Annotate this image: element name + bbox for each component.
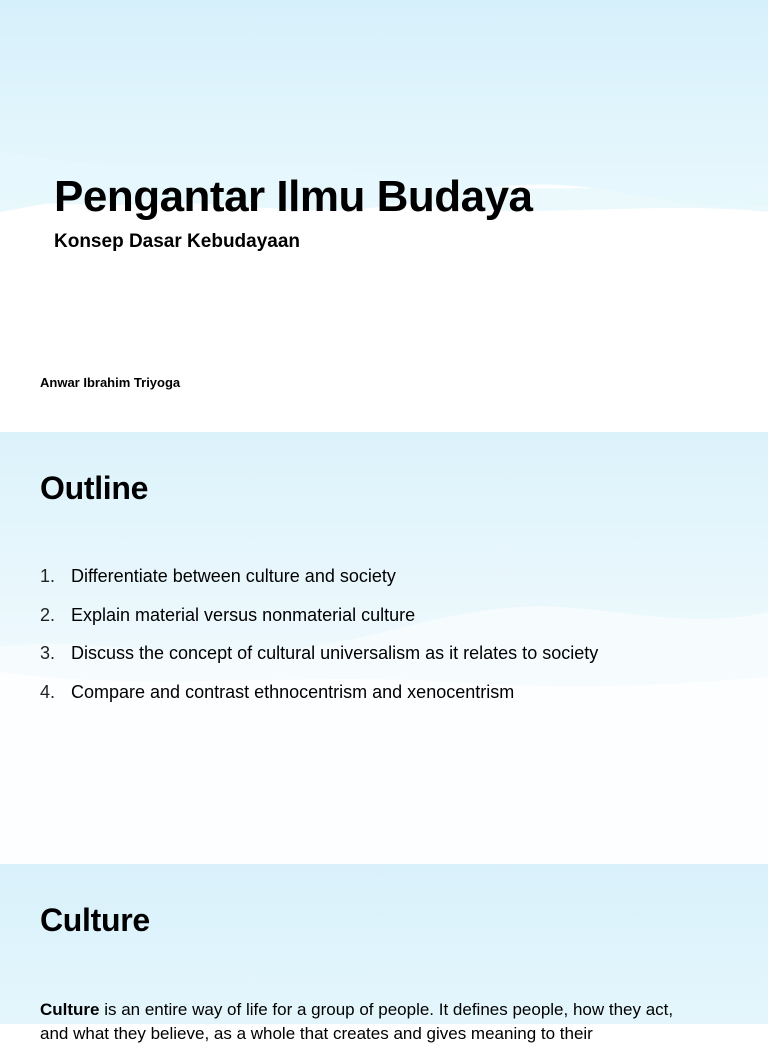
presentation-subtitle: Konsep Dasar Kebudayaan (54, 231, 301, 252)
list-text: Compare and contrast ethnocentrism and xenocentrism (71, 681, 515, 702)
culture-term: Culture (40, 1000, 100, 1019)
list-item (40, 605, 598, 644)
list-number: 1. (40, 566, 56, 586)
author-name: Anwar Ibrahim Triyoga (40, 375, 181, 390)
culture-slide (0, 864, 768, 1043)
list-text: Differentiate between culture and society (71, 566, 396, 586)
outline-slide (0, 432, 768, 864)
culture-text-line1: is an entire way of life for a group of people. It defines people, how they act, (99, 1000, 674, 1019)
outline-heading: Outline (40, 470, 149, 506)
list-text: Discuss the concept of cultural universalism as it relates to society (71, 643, 599, 663)
culture-text-line2: and what they believe, as a whole that creates and gives meaning to their (40, 1024, 593, 1043)
list-number: 4. (40, 681, 56, 702)
presentation-title: Pengantar Ilmu Budaya (54, 172, 533, 221)
list-number: 3. (40, 643, 56, 663)
outline-list (40, 566, 598, 720)
list-item (40, 566, 598, 605)
list-number: 2. (40, 604, 56, 625)
list-text: Explain material versus nonmaterial culture (71, 604, 416, 625)
culture-heading: Culture (40, 902, 150, 938)
title-slide (0, 0, 768, 432)
list-item (40, 643, 598, 682)
list-item (40, 682, 598, 721)
culture-definition (40, 998, 740, 1046)
